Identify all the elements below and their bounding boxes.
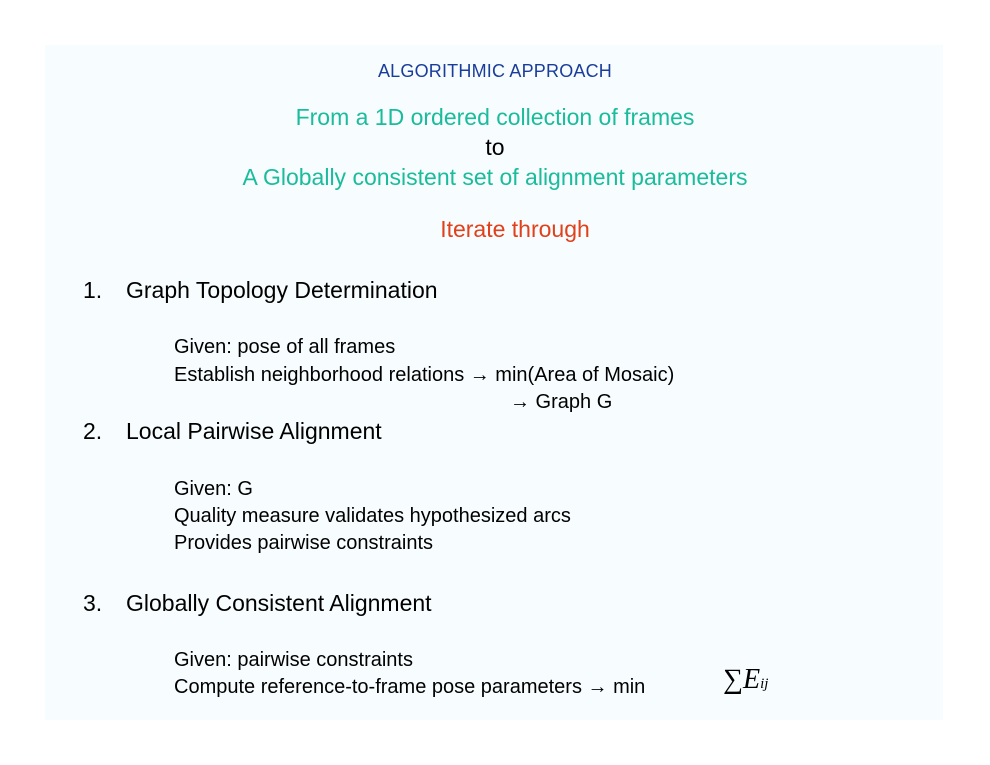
step-1-number: 1.	[83, 277, 103, 303]
step-2-detail-constraints: Provides pairwise constraints	[174, 532, 433, 554]
step-2-detail-given: Given: G	[174, 478, 253, 500]
step-1-detail-given: Given: pose of all frames	[174, 336, 396, 358]
step-3-detail-compute: Compute reference-to-frame pose parameters → min	[174, 676, 646, 698]
iterate-label: Iterate through	[440, 216, 590, 242]
step-1-title: Graph Topology Determination	[126, 277, 438, 303]
energy-subscript: ij	[760, 676, 769, 692]
step-3-detail-given: Given: pairwise constraints	[174, 649, 413, 671]
step-1-detail-graph: → Graph G	[510, 391, 613, 413]
step-1-detail-establish: Establish neighborhood relations → min(Area of Mosaic)	[174, 364, 675, 386]
intro-line-target: A Globally consistent set of alignment parameters	[242, 164, 748, 190]
step-3-title: Globally Consistent Alignment	[126, 590, 432, 616]
intro-line-from: From a 1D ordered collection of frames	[295, 104, 695, 130]
sum-formula	[723, 664, 768, 696]
step-2-title: Local Pairwise Alignment	[126, 418, 382, 444]
energy-symbol: E	[742, 664, 761, 695]
slide-heading: ALGORITHMIC APPROACH	[377, 61, 613, 81]
intro-line-to: to	[485, 134, 505, 160]
step-2-detail-quality: Quality measure validates hypothesized arcs	[174, 505, 571, 527]
step-2-number: 2.	[83, 418, 103, 444]
step-3-number: 3.	[83, 590, 103, 616]
sum-symbol: ∑	[723, 664, 743, 695]
